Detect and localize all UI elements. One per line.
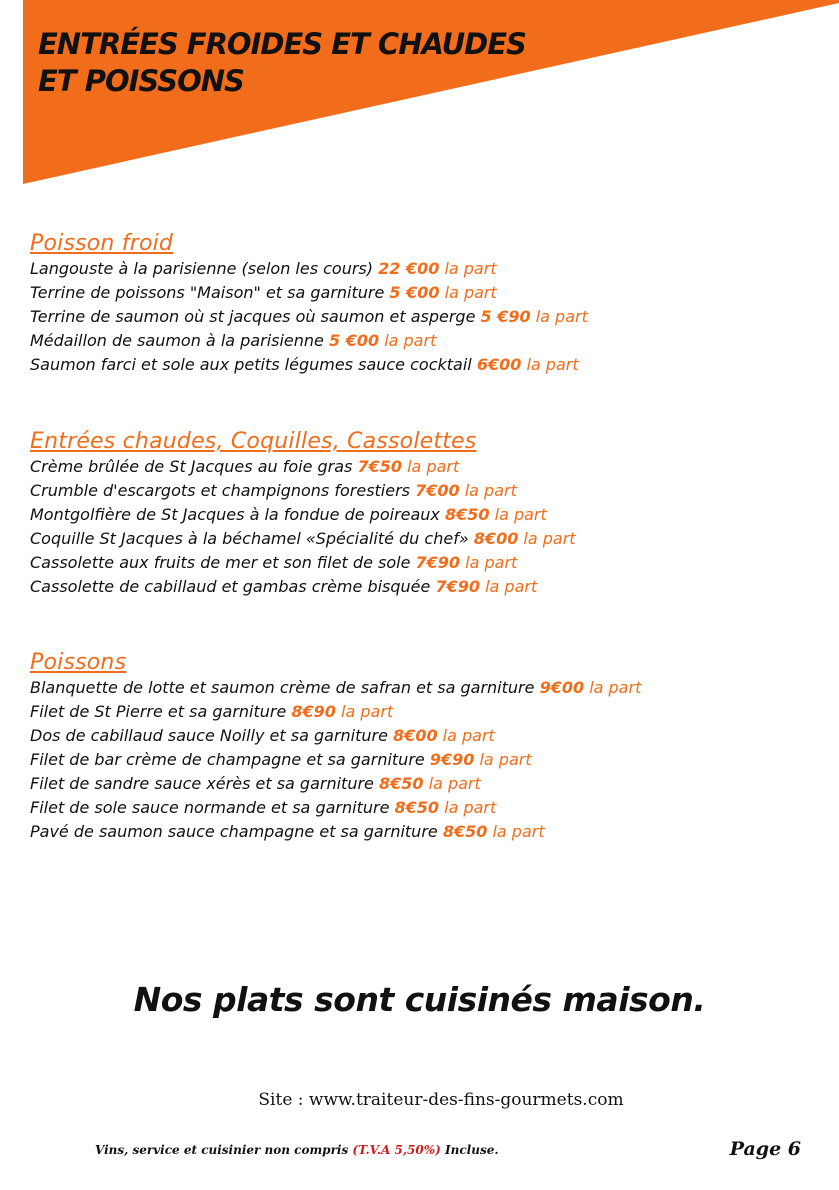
menu-item	[30, 700, 641, 724]
item-text: Terrine de saumon où st jacques où saumon et asperge	[30, 307, 476, 326]
item-unit: la part	[589, 678, 642, 697]
item-unit: la part	[407, 457, 460, 476]
menu-item	[30, 551, 576, 575]
menu-item	[30, 820, 641, 844]
item-price: 7€90	[435, 577, 480, 596]
header-banner	[0, 0, 839, 190]
item-text: Cassolette aux fruits de mer et son filet de sole	[30, 553, 411, 572]
page-title-line2: ET POISSONS	[38, 64, 244, 98]
section-title: Entrées chaudes, Coquilles, Cassolettes	[30, 429, 477, 454]
tva-text: (T.V.A 5,50%)	[352, 1143, 441, 1157]
footer-note	[95, 1143, 499, 1157]
item-price: 8€50	[394, 798, 440, 817]
website-text: Site : www.traiteur-des-fins-gourmets.com	[258, 1090, 624, 1110]
item-text: Crème brûlée de St Jacques au foie gras	[30, 457, 353, 476]
menu-item	[30, 353, 588, 377]
item-unit: la part	[526, 355, 579, 374]
item-text: Cassolette de cabillaud et gambas crème bisquée	[30, 577, 431, 596]
slogan: Nos plats sont cuisinés maison.	[133, 980, 706, 1019]
item-text: Médaillon de saumon à la parisienne	[30, 331, 324, 350]
item-text: Filet de sandre sauce xérès et sa garniture	[30, 774, 374, 793]
item-unit: la part	[479, 750, 532, 769]
item-price: 5 €00	[389, 283, 440, 302]
item-text: Filet de St Pierre et sa garniture	[30, 702, 287, 721]
item-unit: la part	[428, 774, 481, 793]
section-entrees-chaudes	[30, 429, 576, 599]
menu-item	[30, 257, 588, 281]
item-price: 7€90	[415, 553, 461, 572]
item-unit: la part	[341, 702, 394, 721]
item-price: 5 €90	[480, 307, 531, 326]
menu-item	[30, 748, 641, 772]
menu-item	[30, 305, 588, 329]
item-price: 7€00	[415, 481, 460, 500]
item-text: Dos de cabillaud sauce Noilly et sa garniture	[30, 726, 388, 745]
item-text: Langouste à la parisienne (selon les cours)	[30, 259, 374, 278]
item-unit: la part	[442, 726, 495, 745]
item-unit: la part	[444, 259, 497, 278]
page-title-line1: ENTRÉES FROIDES ET CHAUDES	[38, 27, 526, 61]
section-title: Poisson froid	[30, 231, 174, 256]
menu-item	[30, 479, 576, 503]
item-price: 22 €00	[378, 259, 440, 278]
footer-note-after: Incluse.	[445, 1143, 499, 1157]
menu-item	[30, 455, 576, 479]
item-price: 9€00	[539, 678, 585, 697]
item-unit: la part	[535, 307, 588, 326]
page-number: Page 6	[729, 1138, 801, 1160]
menu-item	[30, 503, 576, 527]
item-unit: la part	[384, 331, 437, 350]
item-price: 8€90	[291, 702, 336, 721]
item-unit: la part	[492, 822, 545, 841]
item-text: Montgolfière de St Jacques à la fondue de poireaux	[30, 505, 440, 524]
item-price: 8€50	[378, 774, 424, 793]
item-text: Saumon farci et sole aux petits légumes sauce cocktail	[30, 355, 472, 374]
item-unit: la part	[485, 577, 538, 596]
item-text: Blanquette de lotte et saumon crème de safran et sa garniture	[30, 678, 535, 697]
section-poisson-froid	[30, 231, 588, 377]
item-price: 8€00	[473, 529, 519, 548]
item-price: 7€50	[357, 457, 403, 476]
menu-item	[30, 676, 641, 700]
item-text: Pavé de saumon sauce champagne et sa garniture	[30, 822, 438, 841]
item-unit: la part	[494, 505, 547, 524]
menu-item	[30, 772, 641, 796]
item-text: Crumble d'escargots et champignons forestiers	[30, 481, 410, 500]
menu-item	[30, 724, 641, 748]
section-title: Poissons	[30, 650, 127, 675]
menu-item	[30, 281, 588, 305]
item-unit: la part	[444, 283, 497, 302]
item-text: Coquille St Jacques à la béchamel «Spécialité du chef»	[30, 529, 469, 548]
item-unit: la part	[523, 529, 576, 548]
page-title	[38, 26, 526, 100]
footer-note-text: Vins, service et cuisinier non compris	[95, 1143, 349, 1157]
item-price: 8€00	[393, 726, 438, 745]
item-price: 8€50	[442, 822, 488, 841]
item-text: Filet de sole sauce normande et sa garniture	[30, 798, 390, 817]
item-unit: la part	[465, 553, 518, 572]
menu-item	[30, 575, 576, 599]
item-text: Terrine de poissons "Maison" et sa garniture	[30, 283, 385, 302]
item-price: 5 €00	[328, 331, 380, 350]
item-unit: la part	[464, 481, 517, 500]
item-price: 9€90	[429, 750, 475, 769]
menu-item	[30, 329, 588, 353]
item-price: 8€50	[445, 505, 490, 524]
menu-item	[30, 527, 576, 551]
item-text: Filet de bar crème de champagne et sa garniture	[30, 750, 425, 769]
item-price: 6€00	[476, 355, 522, 374]
item-unit: la part	[444, 798, 497, 817]
section-poissons	[30, 650, 641, 844]
menu-item	[30, 796, 641, 820]
